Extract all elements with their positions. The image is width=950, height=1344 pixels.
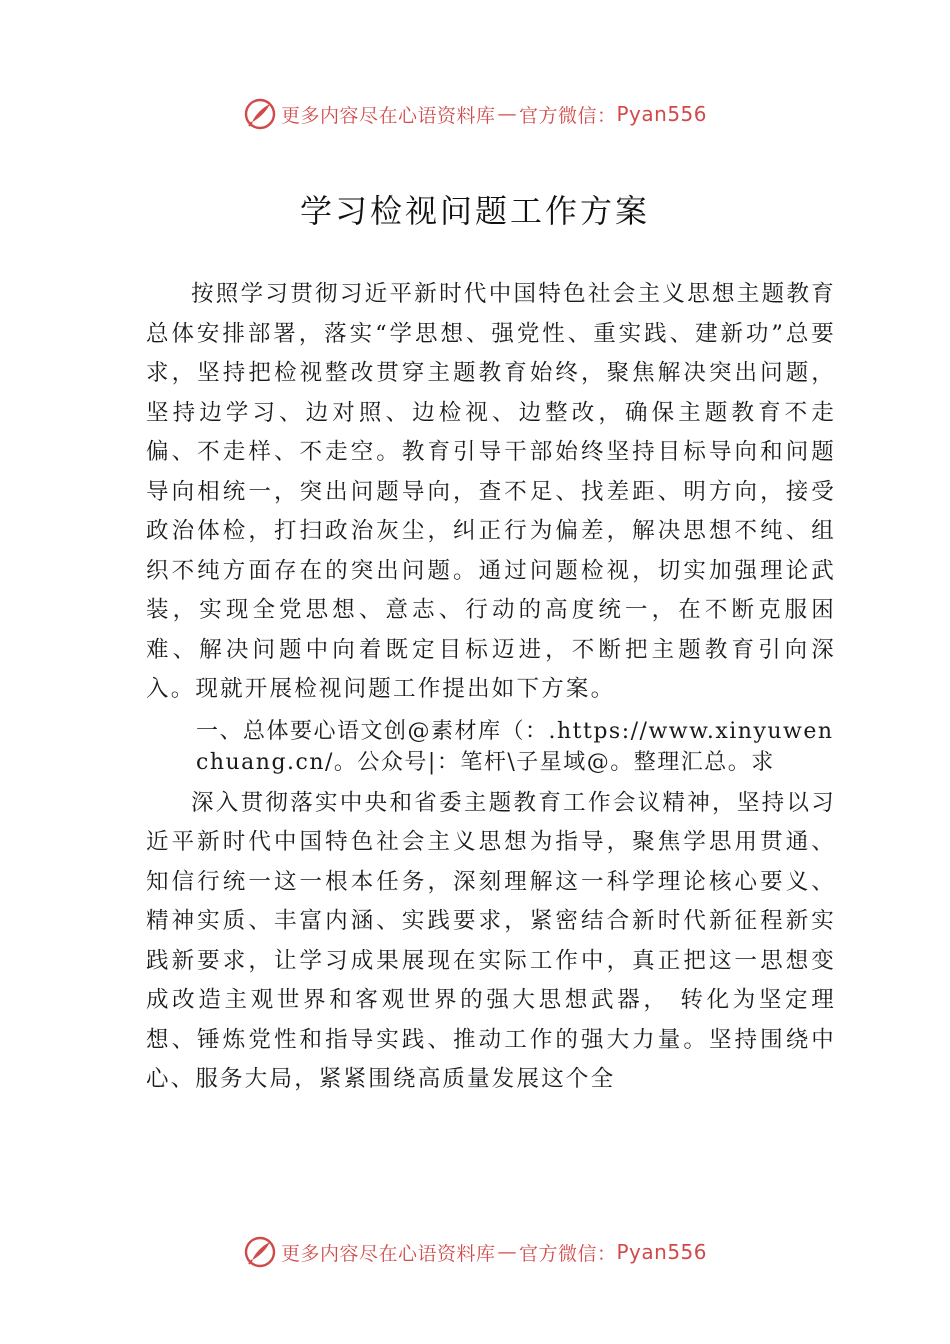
section-paragraph: 深入贯彻落实中央和省委主题教育工作会议精神，坚持以习近平新时代中国特色社会主义思想为指导，聚焦学思用贯通、知信行统一这一根本任务，深刻理解这一科学理论核心要义、精神实质、丰富内涵、实践要求，紧密结合新时代新征程新实践新要求，让学习成果展现在实际工作中，真正把这一思想变成改造主观世界和客观世界的强大思想武器， 转化为坚定理想、锤炼党性和指导实践、推动工作的强大力量。坚持围绕中心、服务大局，紧紧围绕高质量发展这个全 <box>146 789 836 1092</box>
watermark-id: Pyan556 <box>616 102 708 126</box>
section-heading-wrap <box>146 716 836 778</box>
watermark-dash: — <box>497 1241 517 1263</box>
watermark-label: 官方微信： <box>518 1242 617 1265</box>
watermark-dash: — <box>497 103 517 125</box>
watermark-label: 官方微信： <box>518 104 617 127</box>
quill-logo-icon <box>243 97 277 131</box>
intro-paragraph: 按照学习贯彻习近平新时代中国特色社会主义思想主题教育总体安排部署，落实“学思想、强党性、重实践、建新功”总要求，坚持把检视整改贯穿主题教育始终，聚焦解决突出问题，坚持边学习、边对照、边检视、边整改，确保主题教育不走偏、不走样、不走空。教育引导干部始终坚持目标导向和问题导向相统一，突出问题导向，查不足、找差距、明方向，接受政治体检，打扫政治灰尘，纠正行为偏差，解决思想不纯、组织不纯方面存在的突出问题。通过问题检视，切实加强理论武装，实现全党思想、意志、行动的高度统一，在不断克服困难、解决问题中向着既定目标迈进，不断把主题教育引向深入。现就开展检视问题工作提出如下方案。 <box>146 281 836 702</box>
document-body <box>146 275 836 1100</box>
section-heading: 一、总体要心语文创@素材库（：.https://www.xinyuwenchuang.cn/。公众号|：笔杆\子星域@。整理汇总。求 <box>196 718 834 775</box>
watermark-id: Pyan556 <box>616 1240 708 1264</box>
quill-logo-icon <box>243 1235 277 1269</box>
watermark-header <box>0 94 950 134</box>
watermark-brand: 更多内容尽在心语资料库 <box>280 104 496 127</box>
watermark-footer <box>0 1232 950 1272</box>
watermark-brand: 更多内容尽在心语资料库 <box>280 1242 496 1265</box>
document-title: 学习检视问题工作方案 <box>299 192 650 230</box>
